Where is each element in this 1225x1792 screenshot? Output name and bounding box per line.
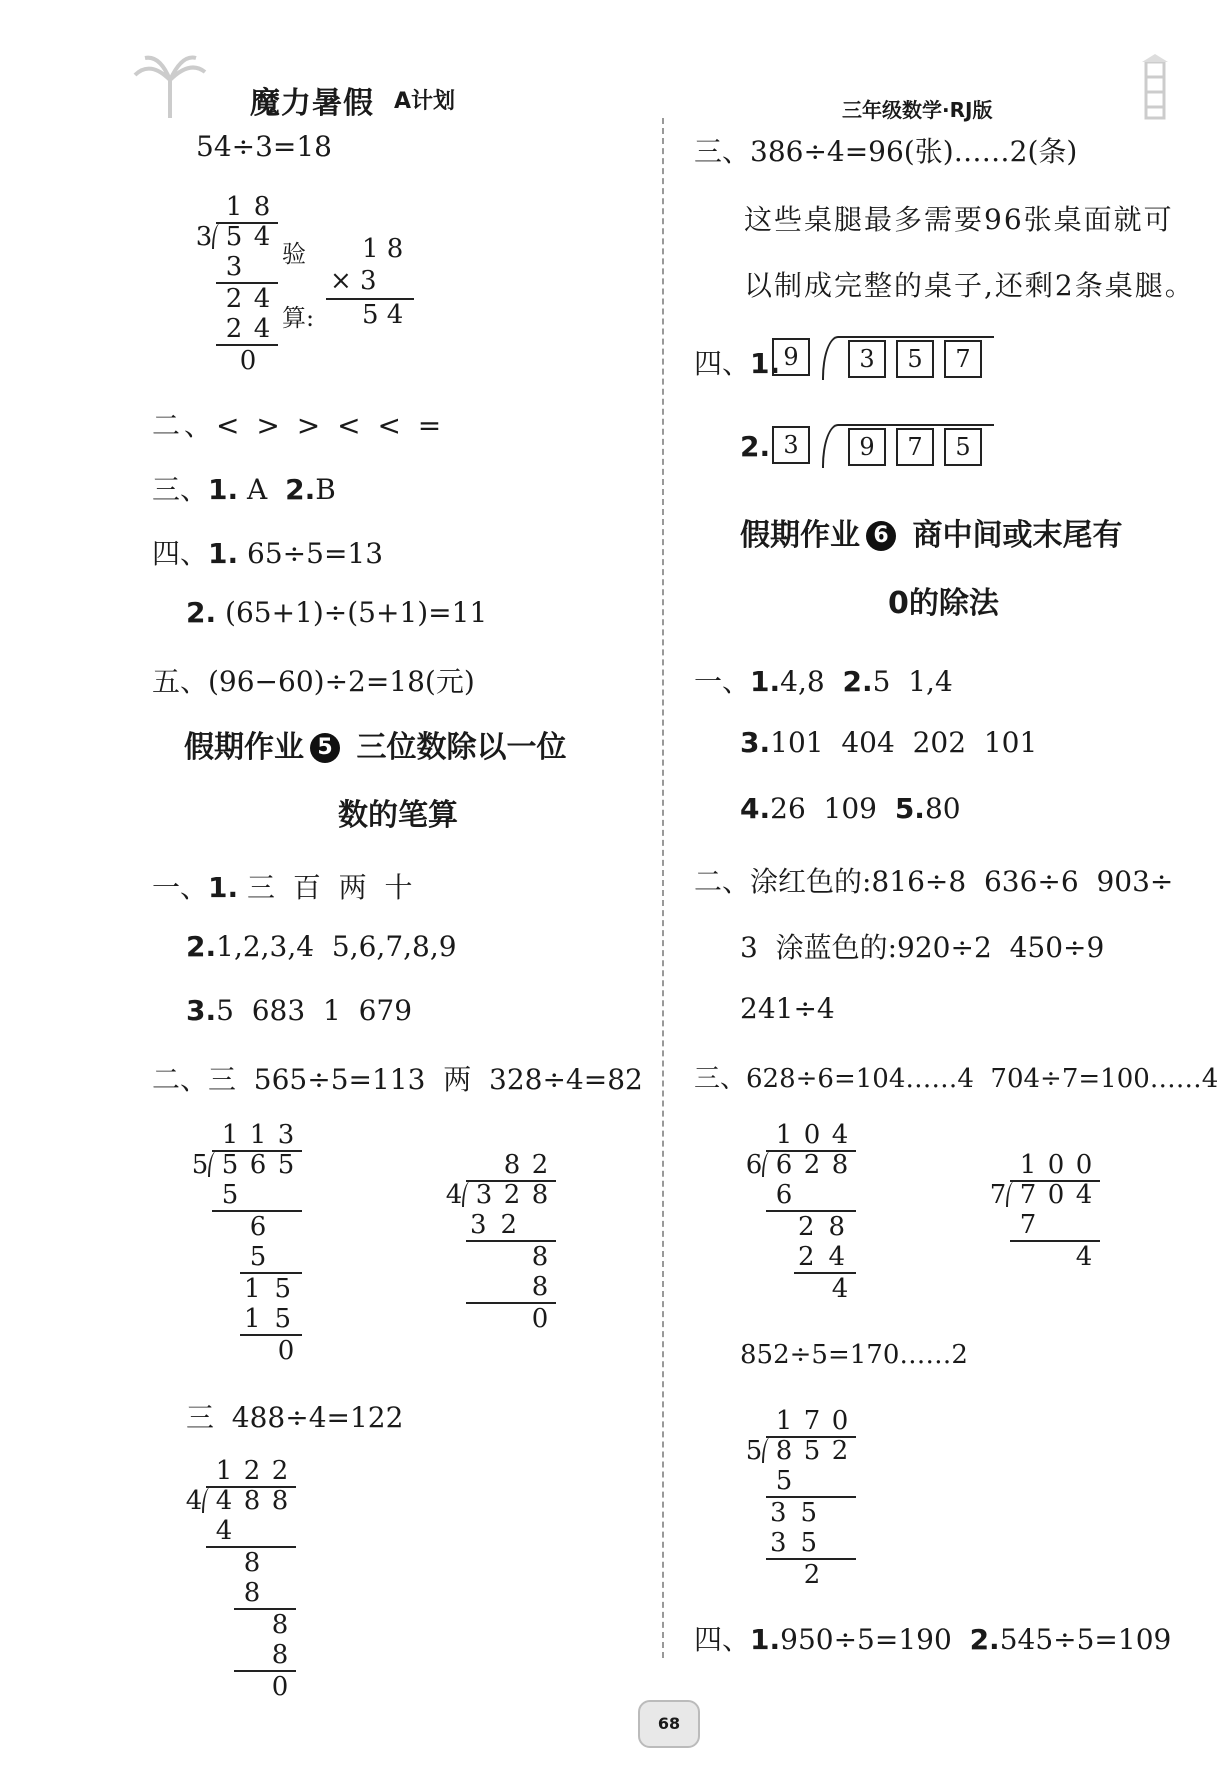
r4-num2: 2.	[740, 430, 771, 463]
t3-line: 三、628÷6=104……4 704÷7=100……4	[694, 1064, 1219, 1094]
t1-ans1: 4,8	[780, 665, 825, 698]
t2-line3: 241÷4	[740, 992, 835, 1025]
t1-line1	[694, 660, 953, 700]
column-divider	[662, 118, 664, 1658]
left-sec3	[152, 468, 336, 508]
hw6-title-a: 假期作业	[740, 518, 860, 553]
verify-mul: × 3	[330, 266, 377, 296]
left-line-1: 54÷3=18	[196, 130, 332, 163]
long-division-628-6: 1 0 4 6 6 2 8 6 28 24 4	[745, 1120, 860, 1304]
right-r4-line2	[740, 430, 770, 463]
hw6-title-line1	[740, 510, 1122, 554]
t1-num5: 5.	[894, 792, 925, 825]
lighthouse-icon	[1130, 52, 1180, 122]
right-r1: 三、386÷4=96(张)……2(条)	[694, 135, 1078, 168]
hw6-title-b: 商中间或末尾有	[912, 518, 1123, 553]
t2-line2: 3 涂蓝色的:920÷2 450÷9	[740, 931, 1105, 964]
box-dividend-1c: 7	[944, 340, 982, 378]
r4-num1: 1.	[750, 347, 781, 380]
sec4-ans2: (65+1)÷(5+1)=11	[225, 596, 488, 629]
t1-ans3: 101 404 202 101	[770, 726, 1038, 759]
t1-num1: 1.	[750, 665, 781, 698]
long-division-852-5: 1 7 0 5 8 5 2 5 35 35 2	[740, 1406, 860, 1586]
t1-num4: 4.	[740, 792, 771, 825]
hw5-number-badge: 5	[310, 733, 340, 763]
palm-tree-icon	[130, 50, 210, 120]
s1-ans3: 5 683 1 679	[216, 994, 413, 1027]
sec4-num2: 2.	[186, 596, 217, 629]
r4-boxes-1	[772, 336, 992, 378]
right-r4-line1	[694, 342, 780, 382]
left-sec4-2	[186, 596, 487, 629]
box-dividend-2c: 5	[944, 428, 982, 466]
t1-ans2: 5 1,4	[872, 665, 953, 698]
hw6-number-badge: 6	[866, 521, 896, 551]
sec3-num1: 1.	[208, 473, 239, 506]
sec3-ans2: B	[315, 473, 336, 506]
left-sec5: 五、(96−60)÷2=18(元)	[152, 665, 475, 698]
box-dividend-2a: 9	[848, 428, 886, 466]
t1-num3: 3.	[740, 726, 771, 759]
verify-result: 5 4	[362, 300, 404, 330]
s1-num3: 3.	[186, 994, 217, 1027]
t4-prefix: 四、	[694, 1623, 751, 1656]
t1-ans5: 80	[924, 792, 961, 825]
hw5-title-b: 三位数除以一位	[356, 730, 567, 765]
sec3-num2: 2.	[285, 473, 316, 506]
s1-ans1: 三 百 两 十	[247, 871, 413, 904]
t4-num1: 1.	[750, 1623, 781, 1656]
left-sec2: 二、< > > < < =	[152, 409, 446, 442]
verify-label-2: 算:	[282, 304, 315, 332]
long-division-704-7: 1 0 0 7 7 0 4 7 4	[984, 1150, 1104, 1270]
t4-line	[694, 1618, 1171, 1658]
sec4-prefix: 四、	[152, 537, 209, 570]
brand-plan: A计划	[394, 89, 456, 114]
long-division-488-4: 1 2 2 4 4 8 8 4 8 8 8 8 0	[180, 1456, 300, 1696]
brand-title: 魔力暑假	[250, 86, 374, 121]
box-divisor-1: 9	[772, 338, 810, 376]
t2-line1: 二、涂红色的:816÷8 636÷6 903÷	[694, 865, 1174, 898]
t3b-line: 852÷5=170……2	[740, 1340, 968, 1370]
s1-ans2: 1,2,3,4 5,6,7,8,9	[216, 930, 457, 963]
sec4-num1: 1.	[208, 537, 239, 570]
t4-ans2: 545÷5=109	[999, 1623, 1172, 1656]
s1-prefix: 一、	[152, 871, 209, 904]
t1-ans4: 26 109	[770, 792, 877, 825]
s1-num1: 1.	[208, 871, 239, 904]
long-division-565-5: 1 1 3 5 5 6 5 5 6 5 15 15 0	[191, 1120, 306, 1366]
sec4-ans1: 65÷5=13	[247, 537, 384, 570]
t1-prefix: 一、	[694, 665, 751, 698]
s2-line: 二、三 565÷5=113 两 328÷4=82	[152, 1063, 643, 1096]
long-division-54-3: 1 8 3 5 4 3 2 4 2 4 0	[190, 192, 270, 372]
hw5-title-line2: 数的笔算	[338, 798, 458, 833]
hw5-title-a: 假期作业	[184, 730, 304, 765]
right-r2: 这些桌腿最多需要96张桌面就可	[744, 203, 1174, 236]
subject-label: 三年级数学·RJ版	[842, 98, 993, 122]
s1-num2: 2.	[186, 930, 217, 963]
s3-line: 三 488÷4=122	[186, 1401, 404, 1434]
t1-num2: 2.	[842, 665, 873, 698]
box-dividend-1b: 5	[896, 340, 934, 378]
s1-line1	[152, 866, 412, 906]
sec3-ans1: A	[247, 473, 268, 506]
s1-line3	[186, 994, 412, 1027]
r4-prefix: 四、	[694, 347, 751, 380]
page-number: 68	[638, 1700, 700, 1748]
verify-label-1: 验	[282, 240, 306, 268]
t4-num2: 2.	[969, 1623, 1000, 1656]
verify-top: 1 8	[362, 234, 404, 264]
box-divisor-2: 3	[772, 426, 810, 464]
hw5-title-line1	[184, 722, 566, 766]
t1-line4	[740, 792, 961, 825]
box-dividend-2b: 7	[896, 428, 934, 466]
box-dividend-1a: 3	[848, 340, 886, 378]
t4-ans1: 950÷5=190	[780, 1623, 952, 1656]
hw6-title-line2: 0的除法	[888, 586, 999, 621]
sec3-prefix: 三、	[152, 473, 209, 506]
r4-boxes-2	[772, 424, 992, 466]
t1-line3	[740, 726, 1037, 759]
right-r3: 以制成完整的桌子,还剩2条桌腿。	[744, 269, 1195, 302]
long-division-328-4: 8 2 4 3 2 8 32 8 8 0	[440, 1150, 560, 1330]
s1-line2	[186, 930, 457, 963]
left-sec4-1	[152, 532, 383, 572]
